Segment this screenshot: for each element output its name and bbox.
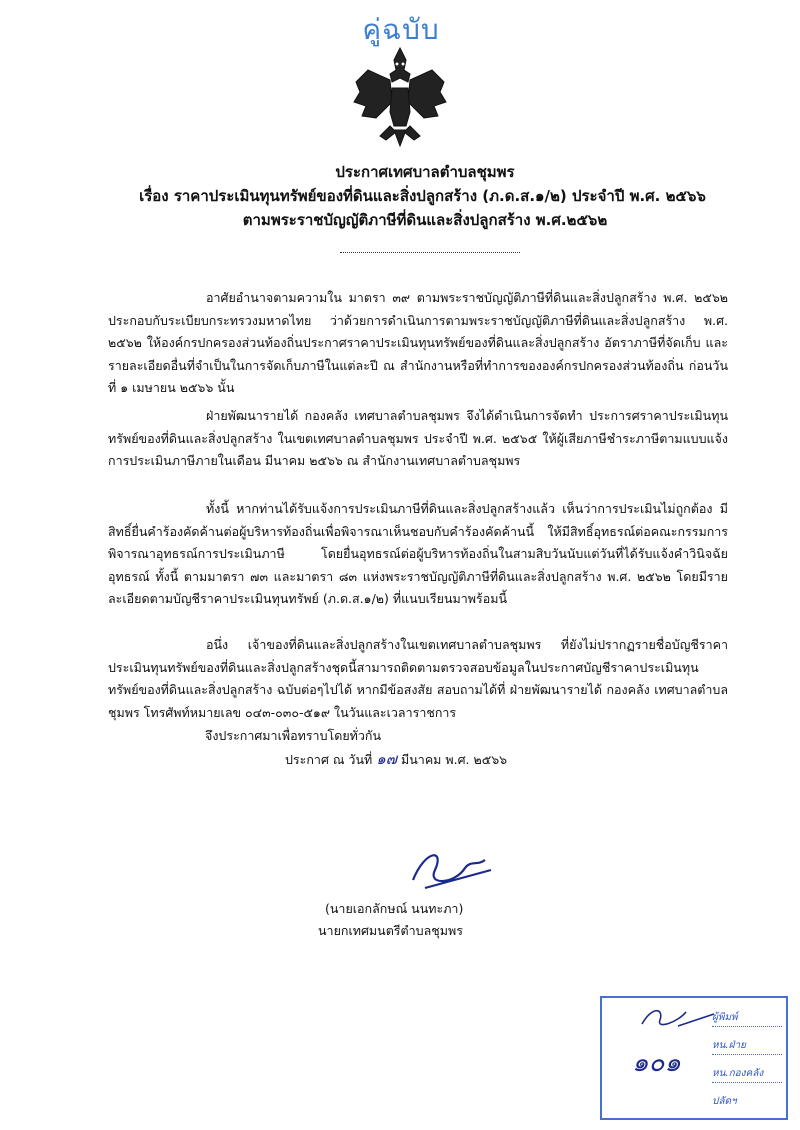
row-typist: ผู้พิมพ์	[712, 1012, 738, 1023]
paragraph-2: ฝ่ายพัฒนารายได้ กองคลัง เทศบาลตำบลชุมพร จึงได้ดำเนินการจัดทำ ประการศราคาประเมินทุนทรัพย์ของที่ดินและสิ่งปลูกสร้าง ในเขตเทศบาลตำบลชุมพร ประจำปี พ.ศ. ๒๕๖๕ ให้ผู้เสียภาษีชำระภาษีตามแบบแจ้งการประเมินภาษีภายในเดือน มีนาคม ๒๕๖๖ ณ สำนักงานเทศบาลตำบลชุมพร	[108, 408, 728, 468]
title-line-2: เรื่อง ราคาประเมินทุนทรัพย์ของที่ดินและสิ่งปลูกสร้าง (ภ.ด.ส.๑/๒) ประจำปี พ.ศ. ๒๕๖๖	[139, 187, 706, 205]
announcement-title	[0, 160, 800, 232]
row-divider	[712, 1082, 782, 1083]
row-section-head: หน.ฝ่าย	[712, 1040, 746, 1051]
routing-number-handwritten: ๑๐๑	[632, 1048, 681, 1078]
paragraph-3: ทั้งนี้ หากท่านได้รับแจ้งการประเมินภาษีที่ดินและสิ่งปลูกสร้างแล้ว เห็นว่าการประเมินไม่ถูกต้อง มีสิทธิ์ยื่นคำร้องคัดค้านต่อผู้บริหารท้องถิ่นเพื่อพิจารณาเห็นชอบกับคำร้องคัดค้านนี้ ให้มีสิทธิ์อุทธรณ์ต่อคณะกรรมการพิจารณาอุทธรณ์การประเมินภาษี โดยยื่นอุทธรณ์ต่อผู้บริหารท้องถิ่นในสามสิบวันนับแต่วันที่ได้รับแจ้งคำวินิจฉัยอุทธรณ์ ทั้งนี้ ตามมาตรา ๗๓ และมาตรา ๘๓ แห่งพระราชบัญญัติภาษีที่ดินและสิ่งปลูกสร้าง พ.ศ. ๒๕๖๒ โดยมีรายละเอียดตามบัญชีราคาประเมินทุนทรัพย์ (ภ.ด.ส.๑/๒) ที่แนบเรียนมาพร้อมนี้	[108, 501, 728, 606]
garuda-emblem	[350, 40, 450, 150]
date-prefix: ประกาศ ณ วันที่	[285, 752, 373, 767]
copy-stamp: คู่ฉบับ	[362, 13, 440, 46]
paragraph-1: อาศัยอำนาจตามความใน มาตรา ๓๙ ตามพระราชบัญญัติภาษีที่ดินและสิ่งปลูกสร้าง พ.ศ. ๒๕๖๒ ประกอบกับระเบียบกระทรวงมหาดไทย ว่าด้วยการดำเนินการตามพระราชบัญญัติภาษีที่ดินและสิ่งปลูกสร้าง พ.ศ. ๒๕๖๒ ให้องค์กรปกครองส่วนท้องถิ่นประกาศราคาประเมินทุนทรัพย์ของที่ดินและสิ่งปลูกสร้าง อัตราภาษีที่จัดเก็บ และรายละเอียดอื่นที่จำเป็นในการจัดเก็บภาษีในแต่ละปี ณ สำนักงานหรือที่ทำการขององค์กรปกครองส่วนท้องถิ่น ก่อนวันที่ ๑ เมษายน ๒๕๖๖ นั้น	[108, 290, 728, 395]
title-line-3: ตามพระราชบัญญัติภาษีที่ดินและสิ่งปลูกสร้าง พ.ศ.๒๕๖๒	[242, 211, 608, 229]
date-day-handwritten: ๑๗	[376, 750, 398, 768]
signature	[405, 840, 495, 895]
announce-date	[285, 748, 507, 772]
routing-stamp	[600, 996, 788, 1120]
title-line-1: ประกาศเทศบาลตำบลชุมพร	[335, 163, 515, 181]
row-divider	[712, 1026, 782, 1027]
initials-scribble	[638, 1002, 718, 1032]
paragraph-4: อนึ่ง เจ้าของที่ดินและสิ่งปลูกสร้างในเขตเทศบาลตำบลชุมพร ที่ยังไม่ปรากฏรายชื่อบัญชีราคาประเมินทุนทรัพย์ของที่ดินและสิ่งปลูกสร้างชุดนี้สามารถติดตามตรวจสอบข้อมูลในประกาศบัญชีราคาประเมินทุนทรัพย์ของที่ดินและสิ่งปลูกสร้าง ฉบับต่อๆไปได้ หากมีข้อสงสัย สอบถามได้ที่ ฝ่ายพัฒนารายได้ กองคลัง เทศบาลตำบลชุมพร โทรศัพท์หมายเลข ๐๔๓-๐๓๐-๕๑๙ ในวันและเวลาราชการ	[108, 637, 728, 720]
date-suffix: มีนาคม พ.ศ. ๒๕๖๖	[401, 752, 508, 767]
row-divider	[712, 1054, 782, 1055]
signatory-position: นายกเทศมนตรีตำบลชุมพร	[318, 923, 463, 938]
row-clerk: ปลัดฯ	[712, 1096, 737, 1107]
closing-line: จึงประกาศมาเพื่อทราบโดยทั่วกัน	[205, 728, 382, 743]
row-finance-head: หน.กองคลัง	[712, 1068, 764, 1079]
title-divider	[340, 252, 520, 253]
signatory-name: (นายเอกลักษณ์ นนทะภา)	[325, 901, 464, 916]
